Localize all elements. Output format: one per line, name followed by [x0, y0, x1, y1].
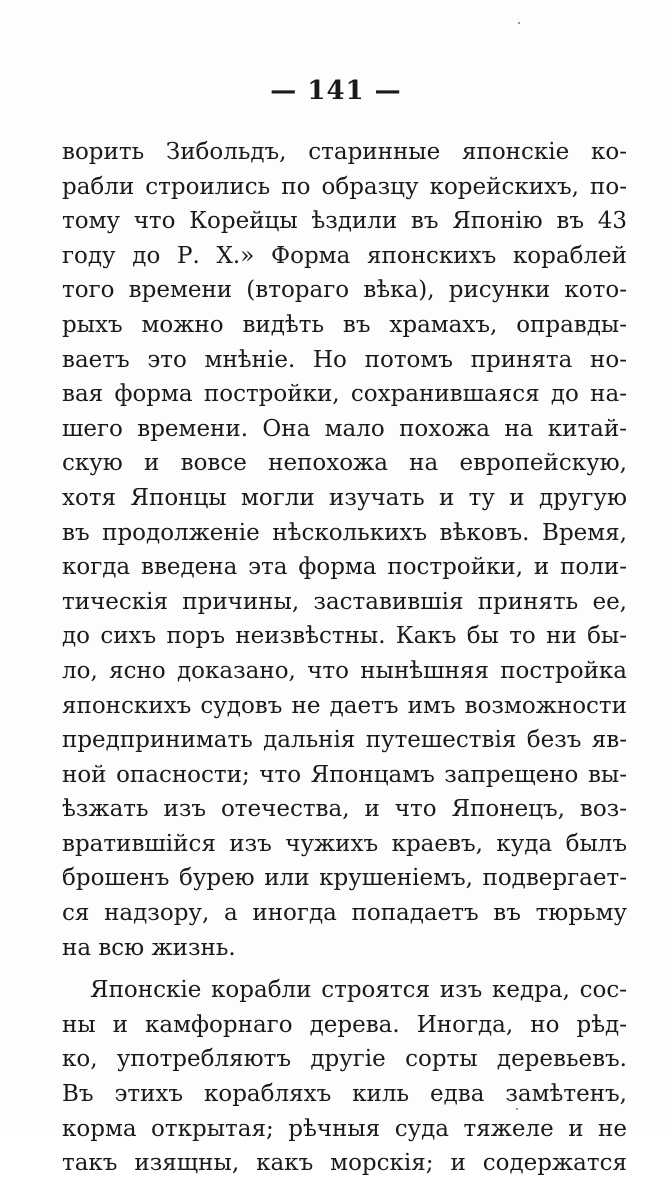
paragraph-gap: [62, 965, 627, 973]
text-line: вратившійся изъ чужихъ краевъ, куда былъ: [62, 830, 627, 857]
text-line: до сихъ поръ неизвѣстны. Какъ бы то ни бы-: [62, 623, 627, 650]
text-line: году до Р. Х.» Форма японскихъ кораблей: [62, 242, 627, 269]
text-line: на всю жизнь.: [62, 934, 236, 961]
body-text: [62, 135, 627, 1181]
text-line: ворить Зибольдъ, старинные японскіе ко-: [62, 139, 627, 165]
text-line: ся надзору, а иногда попадаетъ въ тюрьму: [62, 900, 627, 927]
text-line: рабли строились по образцу корейскихъ, по-: [62, 173, 627, 200]
text-line: шего времени. Она мало похожа на китай-: [62, 415, 627, 442]
text-line: такъ изящны, какъ морскія; и содержатся: [62, 1150, 627, 1177]
text-line: тому что Корейцы ѣздили въ Японію въ 43: [62, 208, 627, 235]
text-line: вая форма постройки, сохранившаяся до на-: [62, 381, 627, 408]
text-line: корма открытая; рѣчныя суда тяжеле и не: [62, 1115, 627, 1142]
text-line: когда введена эта форма постройки, и поли-: [62, 554, 627, 581]
text-line: ко, употребляютъ другіе сорты деревьевъ.: [62, 1046, 627, 1073]
text-line: ло, ясно доказано, что нынѣшняя постройка: [62, 657, 627, 684]
text-line: хотя Японцы могли изучать и ту и другую: [62, 484, 627, 511]
text-line: ной опасности; что Японцамъ запрещено вы-: [62, 761, 627, 788]
text-line: японскихъ судовъ не даетъ имъ возможности: [62, 692, 627, 719]
text-line: Японскіе корабли строятся изъ кедра, сос-: [90, 977, 627, 1004]
text-line: ѣзжать изъ отечества, и что Японецъ, воз-: [62, 796, 627, 823]
text-line: того времени (втораго вѣка), рисунки кото-: [62, 277, 627, 304]
page-number: — 141 —: [270, 76, 402, 106]
text-line: ны и камфорнаго дерева. Иногда, но рѣд-: [62, 1011, 627, 1038]
text-line: ваетъ это мнѣніе. Но потомъ принята но-: [62, 346, 627, 373]
text-line: скую и вовсе непохожа на европейскую,: [62, 450, 627, 477]
text-line: рыхъ можно видѣть въ храмахъ, оправды-: [62, 311, 627, 338]
paragraph-2: [62, 973, 627, 1181]
paragraph-1: [62, 135, 627, 965]
text-line: Въ этихъ корабляхъ киль едва замѣтенъ,: [62, 1081, 627, 1108]
print-speck: [516, 1108, 518, 1110]
text-line: въ продолженіе нѣсколькихъ вѣковъ. Время,: [62, 519, 627, 546]
print-speck: [518, 22, 520, 24]
text-line: предпринимать дальнія путешествія безъ яв-: [62, 727, 627, 754]
text-line: брошенъ бурею или крушеніемъ, подвергает-: [62, 865, 627, 892]
text-line: тическія причины, заставившія принять ее,: [62, 588, 627, 615]
